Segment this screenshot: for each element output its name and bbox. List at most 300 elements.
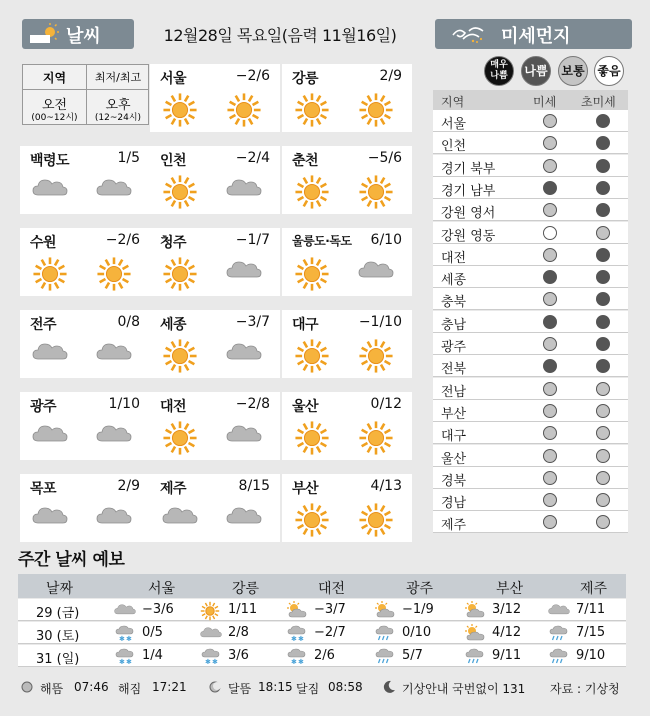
cloud-icon [114,601,136,617]
cloud-icon [226,338,262,364]
am-weather [294,92,330,128]
sun-icon [162,92,198,128]
sunrise-icon [20,680,34,694]
svg-text:✱: ✱ [126,635,132,642]
weekly-temp: 0/5 [142,625,163,640]
dust-row [433,177,628,199]
dust-region: 울산 [441,451,467,467]
pm25-level-dot [596,471,610,485]
pm-weather [358,174,394,210]
moonset-label: 달짐 [296,682,320,696]
am-weather [32,174,68,210]
svg-text:✱: ✱ [119,635,125,642]
cloud-icon [32,420,68,446]
weekly-row [18,645,626,667]
cloud-icon [200,624,222,640]
pm-weather [226,420,262,456]
sun-icon [294,502,330,538]
pm-weather [358,92,394,128]
cloud-icon [358,256,394,282]
weekly-temp: 2/8 [228,625,249,640]
pm25-level-dot [596,226,610,240]
dust-region: 대구 [441,429,467,445]
weekly-weather [286,601,306,619]
pm25-level-dot [596,426,610,440]
city-name: 대구 [292,317,319,333]
weekly-col-city: 광주 [406,581,434,597]
dust-header-label: 미세먼지 [501,26,571,47]
city-name: 강릉 [292,71,319,87]
pm-weather [226,502,262,538]
cloud-icon [32,338,68,364]
rain-icon [548,624,570,642]
pm25-level-dot [596,159,610,173]
dust-row [433,244,628,266]
cloud-icon [226,420,262,446]
dust-table-header [433,90,628,110]
dust-region: 충북 [441,295,467,311]
weekly-col-city: 강릉 [232,581,260,597]
city-temp: 6/10 [370,232,402,248]
cloud-icon [96,420,132,446]
sun-cloud-icon [30,23,62,45]
hotline-text: 기상안내 국번없이 131 [402,682,526,696]
sun-icon [200,601,220,621]
pm10-level-dot [543,449,557,463]
dust-region: 부산 [441,406,467,422]
sunset-time: 17:21 [152,680,187,694]
am-weather [162,256,198,292]
dust-region: 강원 영동 [441,228,496,244]
dust-legend-item: 보통 [558,56,588,86]
weekly-temp: 3/6 [228,648,249,663]
weekly-temp: 0/10 [402,625,432,640]
weekly-weather [548,647,568,665]
snow-icon [286,624,308,642]
city-temp: −1/10 [358,314,402,330]
weekly-weather [464,601,484,619]
city-name: 백령도 [30,153,70,169]
city-temp: 2/9 [379,68,402,84]
dust-row [433,400,628,422]
dust-row [433,333,628,355]
rain-icon [464,647,486,665]
svg-text:✱: ✱ [291,635,297,642]
pm25-level-dot [596,315,610,329]
city-name: 목포 [30,481,57,497]
am-weather [294,174,330,210]
weekly-weather [464,647,484,665]
pm10-level-dot [543,270,557,284]
dust-row [433,222,628,244]
city-name: 부산 [292,481,319,497]
weekly-weather [286,624,306,642]
weekly-temp: 1/4 [142,648,163,663]
pm-weather [226,92,262,128]
svg-text:✱: ✱ [205,658,211,665]
weekly-temp: −1/9 [402,602,434,617]
weekly-weather [200,624,220,642]
dust-row [433,155,628,177]
weather-header [22,19,134,49]
dust-region: 제주 [441,518,467,534]
dust-region: 경기 북부 [441,161,496,177]
pm25-level-dot [596,136,610,150]
cloud-icon [32,174,68,200]
svg-text:✱: ✱ [119,658,125,665]
city-name: 춘천 [292,153,319,169]
cloud-icon [226,174,262,200]
pm10-level-dot [543,515,557,529]
legend-pm-range: (12~24시) [94,113,142,123]
sun-icon [294,338,330,374]
weekly-temp: 3/12 [492,602,522,617]
sun-icon [96,256,132,292]
dust-legend-item: 좋음 [594,56,624,86]
city-temp: −2/8 [235,396,270,412]
moonrise-icon [208,680,222,694]
moonset-time: 08:58 [328,680,363,694]
weekly-row [18,599,626,621]
sun-cloud-icon [286,601,308,619]
snow-icon [114,647,136,665]
city-temp: −5/6 [367,150,402,166]
sun-icon [32,256,68,292]
dust-region: 경남 [441,496,467,512]
dust-row [433,489,628,511]
city-name: 서울 [160,71,187,87]
city-card [20,228,150,296]
city-temp: 0/8 [117,314,140,330]
rain-icon [374,647,396,665]
pm25-level-dot [596,181,610,195]
weekly-header [18,574,626,598]
city-card [150,64,280,132]
cloud-icon [32,502,68,528]
sun-cloud-icon [374,601,396,619]
weekly-col-date: 날짜 [46,581,74,597]
am-weather [162,174,198,210]
sun-icon [162,338,198,374]
am-weather [32,502,68,538]
weekly-temp: 5/7 [402,648,423,663]
weekly-weather [548,601,568,619]
city-card [150,310,280,378]
pm10-level-dot [543,203,557,217]
city-card [282,310,412,378]
city-temp: 2/9 [117,478,140,494]
weekly-col-city: 부산 [496,581,524,597]
weekly-weather [114,601,134,619]
weekly-day: 30 (토) [36,629,80,644]
sunrise-time: 07:46 [74,680,109,694]
dust-row [433,110,628,132]
dust-row [433,378,628,400]
dust-region: 경북 [441,473,467,489]
dust-row [433,311,628,333]
city-name: 대전 [160,399,187,415]
dust-region: 인천 [441,139,467,155]
rain-icon [374,624,396,642]
source-text: 자료 : 기상청 [550,682,620,696]
legend-minmax: 최저/최고 [94,71,142,84]
sun-icon [226,92,262,128]
weekly-weather [374,624,394,642]
pm-weather [96,502,132,538]
snow-icon [286,647,308,665]
dust-row [433,288,628,310]
sun-icon [358,338,394,374]
am-weather [162,92,198,128]
sun-icon [294,420,330,456]
weekly-weather [114,624,134,642]
sun-icon [162,174,198,210]
cloud-icon [162,502,198,528]
pm10-level-dot [543,248,557,262]
city-card [150,474,280,542]
svg-text:✱: ✱ [298,635,304,642]
city-temp: 1/5 [117,150,140,166]
city-name: 울산 [292,399,319,415]
sunset-label: 해짐 [118,682,142,696]
weekly-weather [114,647,134,665]
am-weather [32,420,68,456]
pm10-level-dot [543,181,557,195]
sunrise-label: 해뜸 [40,682,64,696]
city-name: 전주 [30,317,57,333]
dust-row [433,355,628,377]
dust-row [433,445,628,467]
am-weather [294,502,330,538]
dust-region: 전남 [441,384,467,400]
weekly-weather [548,624,568,642]
pm10-level-dot [543,382,557,396]
city-card [282,474,412,542]
weekly-weather [464,624,484,642]
pm25-level-dot [596,270,610,284]
dust-legend-item: 나쁨 [521,56,551,86]
weekly-day: 31 (일) [36,652,80,667]
city-temp: −1/7 [235,232,270,248]
moon-icon [382,680,396,694]
sun-icon [358,92,394,128]
cloud-icon [226,502,262,528]
svg-text:✱: ✱ [126,658,132,665]
dust-row [433,199,628,221]
pm-weather [358,420,394,456]
dust-col-region: 지역 [441,95,465,109]
cloud-icon [96,174,132,200]
rain-icon [548,647,570,665]
dust-icon [451,25,487,45]
svg-text:✱: ✱ [212,658,218,665]
weekly-temp: 2/6 [314,648,335,663]
city-name: 청주 [160,235,187,251]
dust-row [433,467,628,489]
pm10-level-dot [543,404,557,418]
pm25-level-dot [596,382,610,396]
pm10-level-dot [543,159,557,173]
city-card [20,392,150,460]
city-temp: 0/12 [370,396,402,412]
date-text: 12월28일 목요일(음력 11월16일) [163,26,397,45]
weekly-temp: 1/11 [228,602,258,617]
city-card [150,146,280,214]
pm10-level-dot [543,471,557,485]
pm-weather [96,338,132,374]
city-name: 수원 [30,235,57,251]
pm-weather [358,256,394,292]
weather-header-label: 날씨 [66,26,101,47]
pm25-level-dot [596,203,610,217]
svg-text:✱: ✱ [291,658,297,665]
city-card [150,392,280,460]
city-card [20,146,150,214]
weekly-temp: 4/12 [492,625,522,640]
weekly-weather [200,647,220,665]
pm10-level-dot [543,226,557,240]
city-name: 광주 [30,399,57,415]
sun-icon [294,174,330,210]
pm10-level-dot [543,114,557,128]
weekly-weather [374,647,394,665]
snow-icon [200,647,222,665]
sun-cloud-icon [464,601,486,619]
am-weather [294,420,330,456]
weekly-col-city: 서울 [148,581,176,597]
pm10-level-dot [543,292,557,306]
city-temp: 1/10 [108,396,140,412]
moonrise-time: 18:15 [258,680,293,694]
city-card [20,310,150,378]
weekly-day: 29 (금) [36,606,80,621]
cloud-icon [96,502,132,528]
sun-icon [358,420,394,456]
weekly-row [18,622,626,644]
dust-row [433,422,628,444]
weekly-temp: −2/7 [314,625,346,640]
weekly-temp: 7/11 [576,602,606,617]
weekly-temp: 9/10 [576,648,606,663]
pm25-level-dot [596,292,610,306]
dust-header [435,19,632,49]
dust-region: 전북 [441,362,467,378]
weekly-temp: −3/7 [314,602,346,617]
pm10-level-dot [543,136,557,150]
city-temp: 4/13 [370,478,402,494]
legend-am-range: (00~12시) [31,113,78,123]
am-weather [162,420,198,456]
am-weather [162,338,198,374]
pm-weather [96,174,132,210]
pm25-level-dot [596,515,610,529]
dust-region: 충남 [441,317,467,333]
weekly-col-city: 제주 [580,581,608,597]
svg-text:✱: ✱ [298,658,304,665]
weekly-weather [374,601,394,619]
weekly-temp: −3/6 [142,602,174,617]
pm25-level-dot [596,337,610,351]
pm-weather [358,502,394,538]
weekly-weather [286,647,306,665]
dust-legend-item: 매우 나쁨 [484,56,514,86]
am-weather [294,256,330,292]
pm10-level-dot [543,426,557,440]
sun-icon [162,420,198,456]
city-card [150,228,280,296]
cloud-icon [548,601,570,617]
dust-col-pm10: 미세 [533,95,557,109]
weekly-title: 주간 날씨 예보 [18,550,125,570]
city-card [282,392,412,460]
city-card [282,64,412,132]
weekly-temp: 9/11 [492,648,522,663]
pm-weather [226,174,262,210]
legend-pm: 오후 [105,98,131,113]
pm25-level-dot [596,449,610,463]
dust-region: 강원 영서 [441,206,496,222]
city-name: 인천 [160,153,187,169]
pm-weather [226,338,262,374]
city-temp: −2/6 [105,232,140,248]
pm25-level-dot [596,404,610,418]
dust-col-pm25: 초미세 [581,95,616,109]
cloud-icon [226,256,262,282]
am-weather [162,502,198,538]
pm10-level-dot [543,315,557,329]
dust-row [433,266,628,288]
pm25-level-dot [596,359,610,373]
sun-icon [294,92,330,128]
city-temp: −2/4 [235,150,270,166]
dust-region: 광주 [441,340,467,355]
sun-icon [358,174,394,210]
snow-icon [114,624,136,642]
cloud-icon [96,338,132,364]
city-temp: 8/15 [238,478,270,494]
am-weather [294,338,330,374]
city-card [282,228,412,296]
pm10-level-dot [543,493,557,507]
city-temp: −2/6 [235,68,270,84]
pm10-level-dot [543,337,557,351]
sun-cloud-icon [464,624,486,642]
city-card [282,146,412,214]
pm-weather [226,256,262,292]
pm-weather [358,338,394,374]
moonrise-label: 달뜸 [228,682,252,696]
city-name: 세종 [160,317,187,333]
weekly-col-city: 대전 [318,581,346,597]
pm25-level-dot [596,114,610,128]
legend-am: 오전 [41,98,68,113]
pm25-level-dot [596,248,610,262]
city-temp: −3/7 [235,314,270,330]
city-card [20,474,150,542]
weather-legend [22,64,149,125]
am-weather [32,256,68,292]
pm25-level-dot [596,493,610,507]
pm-weather [96,256,132,292]
pm-weather [96,420,132,456]
weekly-weather [200,601,220,619]
dust-row [433,511,628,533]
legend-region: 지역 [42,71,67,85]
dust-region: 경기 남부 [441,183,496,199]
dust-region: 대전 [441,250,467,266]
sun-icon [294,256,330,292]
dust-row [433,132,628,154]
